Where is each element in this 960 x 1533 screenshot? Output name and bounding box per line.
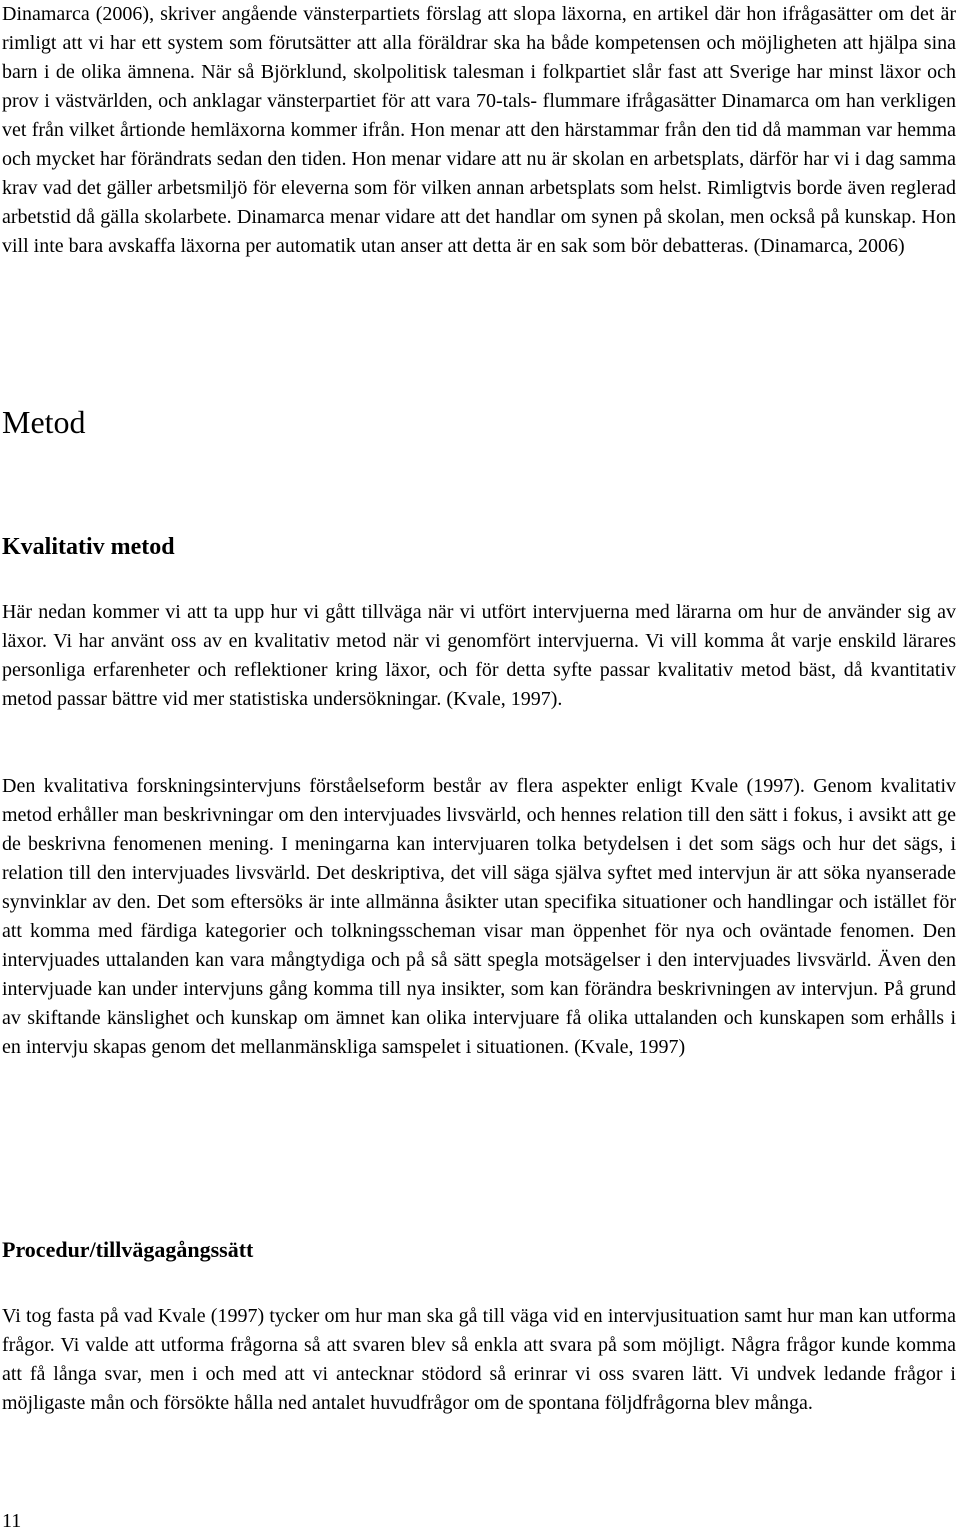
heading-kvalitativ-metod: Kvalitativ metod [2, 534, 175, 560]
paragraph-kvalitativ-forstaelseform: Den kvalitativa forskningsintervjuns förståelseform består av flera aspekter enligt Kvale (1997). Genom kvalitativ metod erhåller man beskrivningar om den intervjuades livsvärld, och hennes relation till den sätt i fokus, i avsikt att ge de beskrivna fenomenen mening. I meningarna kan intervjuaren tolka betydelsen i det som sägs och hur det sägs, i relation till den intervjuades livsvärld. Det deskriptiva, det vill säga själva syftet med intervjun är att söka nyanserade synvinklar av den. Det som eftersöks är inte allmänna åsikter utan specifika situationer och handlingar och istället för att komma med färdiga kategorier och tolkningsscheman visar man öppenhet för nya och oväntade fenomen. Den intervjuades uttalanden kan vara mångtydiga och på så sätt spegla motsägelser i den intervjuades livsvärld. Även den intervjuade kan under intervjuns gång komma till nya insikter, som kan förändra beskrivningen av intervjun. På grund av skiftande känslighet och kunskap om ämnet kan olika intervjuare få olika uttalanden och kunskapen som erhålls i en intervju skapas genom det mellanmänskliga samspelet i situationen. (Kvale, 1997) [2, 775, 956, 1058]
paragraph-dinamarca: Dinamarca (2006), skriver angående vänsterpartiets förslag att slopa läxorna, en artikel där hon ifrågasätter om det är rimligt att vi har ett system som förutsätter att alla föräldrar ska ha både kompetensen och möjligheten att hjälpa sina barn i de olika ämnena. När så Björklund, skolpolitisk talesman i folkpartiet slår fast att Sverige har minst läxor och prov i västvärlden, och anklagar vänsterpartiet för att vara 70-tals- flummare ifrågasätter Dinamarca om han verkligen vet från vilket årtionde hemläxorna kommer ifrån. Hon menar att den härstammar från den tid då mamman var hemma och mycket har förändrats sedan den tiden. Hon menar vidare att nu är skolan en arbetsplats, därför har vi i dag samma krav vad det gäller arbetsmiljö för eleverna som för vilken annan arbetsplats som helst. Rimligtvis borde även reglerad arbetstid då gälla skolarbete. Dinamarca menar vidare att det handlar om synen på skolan, men också på kunskap. Hon vill inte bara avskaffa läxorna per automatik utan anser att detta är en sak som bör debatteras. (Dinamarca, 2006) [2, 3, 956, 257]
paragraph-kvalitativ-intro: Här nedan kommer vi att ta upp hur vi gått tillväga när vi utfört intervjuerna med lärarna om hur de använder sig av läxor. Vi har använt oss av en kvalitativ metod när vi genomfört intervjuerna. Vi vill komma åt varje enskild lärares personliga erfarenheter och reflektioner kring läxor, och för detta syfte passar kvalitativ metod bäst, då kvantitativ metod passar bättre vid mer statistiska undersökningar. (Kvale, 1997). [2, 601, 956, 710]
heading-procedur: Procedur/tillvägagångssätt [2, 1237, 254, 1262]
heading-metod: Metod [2, 404, 86, 440]
paragraph-procedur: Vi tog fasta på vad Kvale (1997) tycker om hur man ska gå till väga vid en intervjusituation samt hur man kan utforma frågor. Vi valde att utforma frågorna så att svaren blev så enkla att svara på som möjligt. Några frågor kunde komma att få långa svar, men i och med att vi antecknar stödord så erinrar vi oss svaren lätt. Vi undvek ledande frågor i möjligaste mån och försökte hålla ned antalet huvudfrågor om de spontana följdfrågorna blev många. [2, 1305, 956, 1414]
page-number: 11 [2, 1510, 22, 1532]
